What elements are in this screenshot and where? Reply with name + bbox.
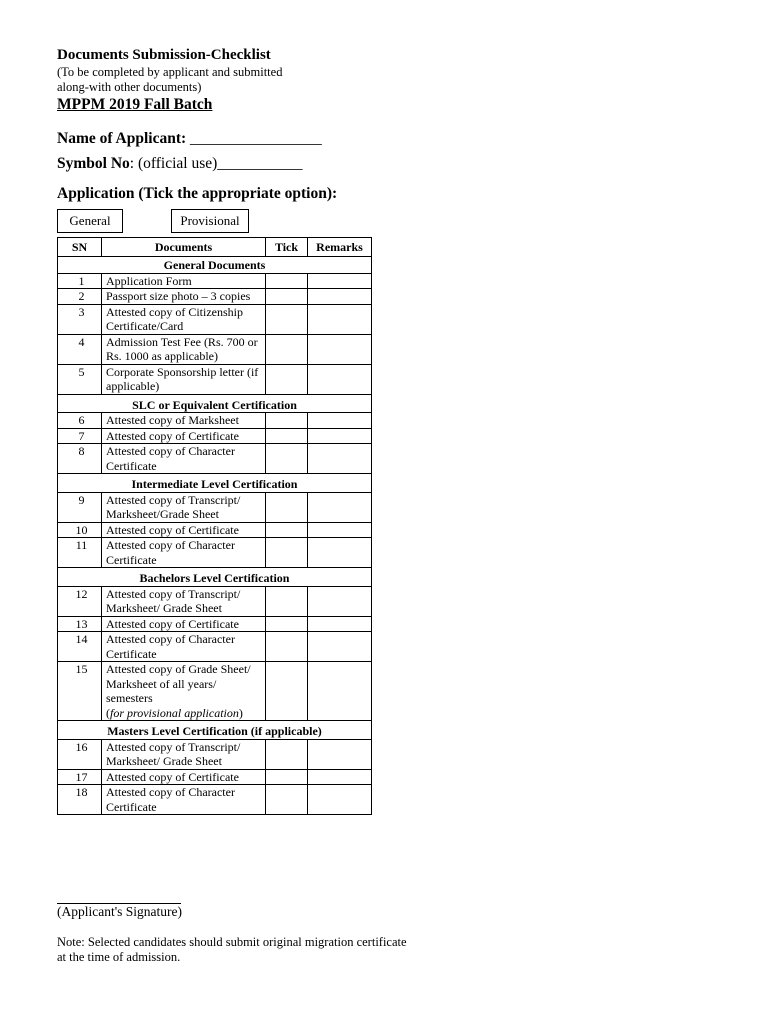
applicant-name-label: Name of Applicant: (57, 130, 187, 147)
remarks-cell[interactable] (308, 632, 372, 662)
row-document-text: Attested copy of Character Certificate (106, 785, 235, 814)
row-document (102, 586, 266, 616)
remarks-cell[interactable] (308, 273, 372, 289)
tick-cell[interactable] (266, 304, 308, 334)
row-document-text: Attested copy of Transcript/ Marksheet/ Grade Sheet (106, 586, 241, 615)
option-provisional[interactable]: Provisional (171, 209, 249, 233)
tick-cell[interactable] (266, 273, 308, 289)
row-document (102, 273, 266, 289)
table-row (58, 769, 372, 785)
remarks-cell[interactable] (308, 364, 372, 394)
document-title: Documents Submission-Checklist (57, 47, 271, 63)
tick-cell[interactable] (266, 632, 308, 662)
tick-cell[interactable] (266, 522, 308, 538)
row-document-text: Attested copy of Certificate (106, 522, 239, 537)
section-title: Bachelors Level Certification (58, 568, 372, 587)
remarks-cell[interactable] (308, 769, 372, 785)
remarks-cell[interactable] (308, 492, 372, 522)
remarks-cell[interactable] (308, 616, 372, 632)
row-document-text: Attested copy of Character Certificate (106, 538, 235, 567)
application-type-label: Application (Tick the appropriate option): (57, 185, 338, 202)
section-heading-row (58, 257, 372, 274)
row-document-text: Passport size photo – 3 copies (106, 289, 251, 303)
subtitle-line-1: (To be completed by applicant and submitted (57, 65, 283, 79)
section-heading-row (58, 568, 372, 587)
remarks-cell[interactable] (308, 334, 372, 364)
table-row (58, 632, 372, 662)
row-sn: 7 (58, 428, 102, 444)
section-heading-row (58, 394, 372, 413)
column-header-sn: SN (58, 238, 102, 257)
row-document (102, 522, 266, 538)
table-row (58, 413, 372, 429)
row-document-text: Attested copy of Citizenship Certificate/Card (106, 304, 243, 333)
row-document-text: Attested copy of Grade Sheet/ Marksheet of all years/ semesters (106, 662, 251, 705)
row-document-text: Attested copy of Character Certificate (106, 632, 235, 661)
row-document (102, 769, 266, 785)
symbol-no-label: Symbol No (57, 155, 130, 172)
table-row (58, 304, 372, 334)
row-sn: 1 (58, 273, 102, 289)
note-line-2: at the time of admission. (57, 950, 181, 964)
row-document-text: Attested copy of Certificate (106, 616, 239, 631)
row-document-note: (for provisional application) (106, 705, 243, 720)
row-sn: 15 (58, 662, 102, 721)
row-document-text: Attested copy of Transcript/ Marksheet/Grade Sheet (106, 492, 241, 521)
applicant-name-field[interactable] (57, 130, 322, 148)
tick-cell[interactable] (266, 289, 308, 305)
row-sn: 13 (58, 616, 102, 632)
tick-cell[interactable] (266, 334, 308, 364)
row-sn: 8 (58, 444, 102, 474)
row-sn: 11 (58, 538, 102, 568)
table-row (58, 538, 372, 568)
subtitle-line-2: along-with other documents) (57, 80, 202, 94)
remarks-cell[interactable] (308, 586, 372, 616)
row-document (102, 304, 266, 334)
row-document (102, 334, 266, 364)
section-title: General Documents (58, 257, 372, 274)
row-document-text: Attested copy of Character Certificate (106, 444, 235, 473)
tick-cell[interactable] (266, 662, 308, 721)
remarks-cell[interactable] (308, 785, 372, 815)
tick-cell[interactable] (266, 444, 308, 474)
symbol-no-field[interactable] (57, 155, 303, 173)
remarks-cell[interactable] (308, 538, 372, 568)
checklist-body (58, 257, 372, 815)
table-header-row (58, 238, 372, 257)
tick-cell[interactable] (266, 769, 308, 785)
symbol-no-blank[interactable]: : (official use)___________ (129, 155, 303, 172)
row-sn: 17 (58, 769, 102, 785)
table-row (58, 444, 372, 474)
table-row (58, 273, 372, 289)
tick-cell[interactable] (266, 785, 308, 815)
row-document (102, 364, 266, 394)
table-row (58, 364, 372, 394)
document-subtitle (57, 65, 317, 95)
row-document-text: Application Form (106, 273, 192, 288)
admission-note (57, 935, 437, 965)
tick-cell[interactable] (266, 364, 308, 394)
tick-cell[interactable] (266, 538, 308, 568)
column-header-remarks: Remarks (308, 238, 372, 257)
table-row (58, 522, 372, 538)
remarks-cell[interactable] (308, 304, 372, 334)
remarks-cell[interactable] (308, 289, 372, 305)
batch-heading: MPPM 2019 Fall Batch (57, 96, 213, 113)
table-row (58, 334, 372, 364)
row-document (102, 739, 266, 769)
row-document (102, 444, 266, 474)
column-header-tick: Tick (266, 238, 308, 257)
note-line-1: Note: Selected candidates should submit original migration certificate (57, 935, 407, 949)
table-row (58, 739, 372, 769)
applicant-name-blank[interactable]: _________________ (186, 130, 322, 147)
row-document-text: Attested copy of Marksheet (106, 413, 239, 427)
row-sn: 5 (58, 364, 102, 394)
row-document (102, 289, 266, 305)
checklist-table (57, 237, 372, 815)
row-sn: 3 (58, 304, 102, 334)
table-row (58, 586, 372, 616)
row-document (102, 538, 266, 568)
row-sn: 9 (58, 492, 102, 522)
row-document-text: Attested copy of Certificate (106, 769, 239, 784)
table-row (58, 428, 372, 444)
section-title: SLC or Equivalent Certification (58, 394, 372, 413)
row-document-note-text: for provisional application (110, 705, 239, 720)
option-general[interactable]: General (57, 209, 123, 233)
row-sn: 12 (58, 586, 102, 616)
section-title: Masters Level Certification (if applicable) (58, 721, 372, 740)
row-document (102, 413, 266, 429)
row-document (102, 785, 266, 815)
tick-cell[interactable] (266, 739, 308, 769)
remarks-cell[interactable] (308, 428, 372, 444)
table-row (58, 662, 372, 721)
row-sn: 14 (58, 632, 102, 662)
row-document-text: Attested copy of Certificate (106, 428, 239, 443)
row-sn: 16 (58, 739, 102, 769)
row-document-text: Attested copy of Transcript/ Marksheet/ Grade Sheet (106, 739, 241, 768)
tick-cell[interactable] (266, 492, 308, 522)
remarks-cell[interactable] (308, 739, 372, 769)
row-sn: 18 (58, 785, 102, 815)
table-row (58, 785, 372, 815)
table-row (58, 492, 372, 522)
row-document-text: Corporate Sponsorship letter (if applicable) (106, 364, 259, 393)
remarks-cell[interactable] (308, 662, 372, 721)
remarks-cell[interactable] (308, 444, 372, 474)
section-heading-row (58, 474, 372, 493)
row-document-text: Admission Test Fee (Rs. 700 or Rs. 1000 as applicable) (106, 334, 258, 363)
tick-cell[interactable] (266, 586, 308, 616)
column-header-documents: Documents (102, 238, 266, 257)
tick-cell[interactable] (266, 413, 308, 429)
table-row (58, 289, 372, 305)
row-sn: 2 (58, 289, 102, 305)
applicant-signature-label: (Applicant's Signature) (57, 904, 183, 919)
row-document (102, 616, 266, 632)
row-document (102, 632, 266, 662)
tick-cell[interactable] (266, 428, 308, 444)
row-document (102, 428, 266, 444)
row-sn: 4 (58, 334, 102, 364)
row-document (102, 662, 266, 721)
row-sn: 10 (58, 522, 102, 538)
remarks-cell[interactable] (308, 413, 372, 429)
section-heading-row (58, 721, 372, 740)
row-document (102, 492, 266, 522)
row-sn: 6 (58, 413, 102, 429)
remarks-cell[interactable] (308, 522, 372, 538)
table-row (58, 616, 372, 632)
section-title: Intermediate Level Certification (58, 474, 372, 493)
tick-cell[interactable] (266, 616, 308, 632)
